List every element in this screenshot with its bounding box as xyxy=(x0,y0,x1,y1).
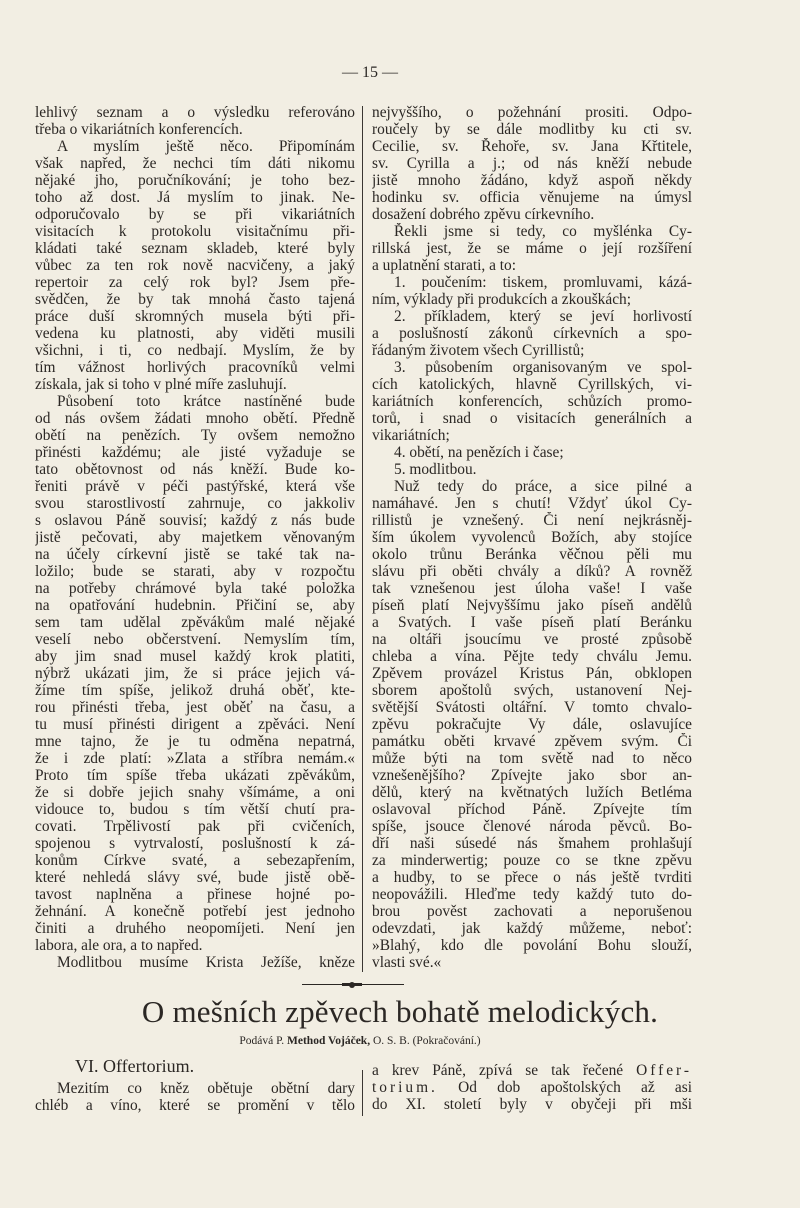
text-line: sv. Cyrilla a j.; od nás kněží nebude xyxy=(372,155,692,172)
text-line: mne tajno, že je tu odměna nepatrná, xyxy=(35,733,355,750)
text-line: tak vznešenou jest úloha vaše! I vaše xyxy=(372,580,692,597)
text-line: na účely církevní jistě se také tak na- xyxy=(35,546,355,563)
text-line: lehlivý seznam a o výsledku referováno xyxy=(35,104,355,121)
text-line: a uplatnění starati, a to: xyxy=(372,257,517,274)
text-line xyxy=(372,1062,692,1079)
byline-prefix: Podává P. xyxy=(239,1035,285,1047)
text-line: torů, i snad o visitacích generálních a xyxy=(372,410,692,427)
spaced-text: torium. xyxy=(372,1079,438,1096)
text-line: řeniti právě v péči pastýřské, která vše xyxy=(35,478,355,495)
text-line: Řekli jsme si tedy, co myšlénka Cy- xyxy=(394,223,692,240)
text-line: na oltáři jsoucímu ve prosté způsobě xyxy=(372,631,692,648)
text-line: tato obětovnost od nás kněží. Bude ko- xyxy=(35,461,355,478)
text-line: které nehledá slávy své, bude jistě obě- xyxy=(35,869,355,886)
text-line: veselí nebo občerstvení. Nemyslím tím, xyxy=(35,631,355,648)
article-byline xyxy=(0,1035,720,1047)
text-line: namáhavé. Jen s chutí! Vždyť úkol Cy- xyxy=(372,495,692,512)
section-heading: VI. Offertorium. xyxy=(75,1056,195,1076)
text-line: odevzdati, jak každý můžeme, neboť: xyxy=(372,920,692,937)
text-line: činiti a druhého neopomíjeti. Není jen xyxy=(35,920,355,937)
text-line: odporučovalo by se při vikariátních xyxy=(35,206,355,223)
text-line: Zpěvem provázel Kristus Pán, obklopen xyxy=(372,665,692,682)
text-line: žehnání. A konečně potřebí jest jednoho xyxy=(35,903,355,920)
text-line: svou starostlivostí zahrnuje, co jakkoliv xyxy=(35,495,355,512)
text-line: jistě mnoho žádáno, když aspoň někdy xyxy=(372,172,692,189)
ornament-rule-left xyxy=(302,984,346,985)
text-line: tím vážnost horlivých pracovníků velmi xyxy=(35,359,355,376)
text-line: Cecilie, sv. Řehoře, sv. Jana Křtitele, xyxy=(372,138,692,155)
text-line: aby jim snad musel každý krok platiti, xyxy=(35,648,355,665)
text-line: rillistů je vznešený. Či není nejkrásněj- xyxy=(372,512,692,529)
text-line: zpěvu pokračujte Vy dále, oslavujíce xyxy=(372,716,692,733)
text-line: všichni, i ti, co nedbají. Myslím, že by xyxy=(35,342,355,359)
text-line: Působení toto krátce nastíněné bude xyxy=(57,393,355,410)
text-line: obětí na penězích. Ty ovšem nemožno xyxy=(35,427,355,444)
text-line: 1. poučením: tiskem, promluvami, kázá- xyxy=(394,274,692,291)
text-line: svědčen, že by tak mnohá často tajená xyxy=(35,291,355,308)
text-line: třeba o vikariátních konferencích. xyxy=(35,121,243,138)
text-line: covati. Trpělivostí pak při cvičeních, xyxy=(35,818,355,835)
text-line: dělů, který na květnatých lužích Betléma xyxy=(372,784,692,801)
page-number: — 15 — xyxy=(342,64,398,81)
text-line: neopovážili. Hleďme tedy každý tuto do- xyxy=(372,886,692,903)
text-line: na opatřování hudebnin. Přičiní se, aby xyxy=(35,597,355,614)
column-divider xyxy=(362,106,363,972)
text-line: že si dobře jejich snahy všímáme, a oni xyxy=(35,784,355,801)
ornament-rule-right xyxy=(358,984,404,985)
text-line: Mezitím co kněz obětuje obětní dary xyxy=(57,1080,355,1097)
right-column xyxy=(372,104,692,971)
text-line: brou pověst zachovati a neporušenou xyxy=(372,903,692,920)
text-line: oslavoval příchod Páně. Zpívejte tím xyxy=(372,801,692,818)
text-line: vznešenějšího? Zpívejte jako sbor an- xyxy=(372,767,692,784)
text-line: světější Svátosti oltářní. V tomto chvalo- xyxy=(372,699,692,716)
text-line: rou přinésti třeba, jest oběť na času, a xyxy=(35,699,355,716)
text-line: okolo trůnu Beránka věčnou pěli mu xyxy=(372,546,692,563)
text-span: Od dob apoštolských až asi xyxy=(458,1079,692,1096)
text-line: dří naši súsedé nás šmahem prohlašují xyxy=(372,835,692,852)
text-line: sborem apoštolů svých, ustanovení Nej- xyxy=(372,682,692,699)
text-line: 3. působením organisovaným ve spol- xyxy=(394,359,692,376)
column-divider xyxy=(362,1070,363,1116)
article-title: O mešních zpěvech bohatě melodických. xyxy=(141,994,659,1029)
text-line: práce duší skromných musela býti při- xyxy=(35,308,355,325)
text-line: a Svatých. I vaše píseň platí Beránku xyxy=(372,614,692,631)
text-line: dosažení dobrého zpěvu církevního. xyxy=(372,206,595,223)
text-line: konům Církve svaté, a sebezapřením, xyxy=(35,852,355,869)
text-line: repertoir za celý rok byl? Jsem pře- xyxy=(35,274,355,291)
byline-author: Method Vojáček, xyxy=(287,1035,371,1047)
text-line: spojenou s vytrvalostí, poslušností k zá- xyxy=(35,835,355,852)
text-line: vikariátních; xyxy=(372,427,450,444)
text-line: A myslím ještě něco. Připomínám xyxy=(57,138,355,155)
text-line: vlasti své.« xyxy=(372,954,442,971)
text-line: nejvyššího, o požehnání prositi. Odpo- xyxy=(372,104,692,121)
text-line: od nás ovšem žádati mnoho obětí. Předně xyxy=(35,410,355,427)
text-line: sem tam udělal zpěvákům malé nějaké xyxy=(35,614,355,631)
text-line: nějaké jho, poručníkování; je toho bez- xyxy=(35,172,355,189)
text-line: přinésti každému; ale jisté vyžaduje se xyxy=(35,444,355,461)
text-line: toho až dost. Já myslím to jinak. Ne- xyxy=(35,189,355,206)
text-line: Modlitbou musíme Krista Ježíše, kněze xyxy=(57,954,355,971)
text-line: 5. modlitbou. xyxy=(394,461,477,478)
text-line: Nuž tedy do práce, a sice pilné a xyxy=(394,478,692,495)
text-line: hodinku sv. officia věnujeme na úmysl xyxy=(372,189,692,206)
text-line: »Blahý, kdo dle povolání Bohu slouží, xyxy=(372,937,692,954)
article-left-column xyxy=(35,1080,355,1114)
text-line: rillská jest, že se máme o její rozšíření xyxy=(372,240,692,257)
text-line: kládati také seznam skladeb, které byly xyxy=(35,240,355,257)
text-line: vůbec za ten rok nově nacvičeny, a jaký xyxy=(35,257,355,274)
text-line: a poslušností zákonů církevních a spo- xyxy=(372,325,692,342)
text-line: však napřed, že nechci tím dáti nikomu xyxy=(35,155,355,172)
text-line: 2. příkladem, který se jeví horlivostí xyxy=(394,308,692,325)
text-line: že i zde platí: »Zlata a stříbra nemám.« xyxy=(35,750,355,767)
left-column xyxy=(35,104,355,971)
text-line: 4. obětí, na penězích i čase; xyxy=(394,444,564,461)
text-line: řádaným životem všech Cyrillistů; xyxy=(372,342,585,359)
text-line: labora, ale ora, a to napřed. xyxy=(35,937,203,954)
text-line: může býti na tom světě nad to něco xyxy=(372,750,692,767)
text-line: ním, výklady při produkcích a zkouškách; xyxy=(372,291,632,308)
text-line: slávu při oběti chvály a díků? A rovněž xyxy=(372,563,692,580)
text-line: chleba a vína. Pějte tedy chválu Jemu. xyxy=(372,648,692,665)
spaced-text: Offer- xyxy=(636,1062,692,1079)
text-line: cích katolických, hlavně Cyrillských, vi- xyxy=(372,376,692,393)
text-line: za minderwertig; pouze co se tkne zpěvu xyxy=(372,852,692,869)
text-line: roučely by se dále modlitby ku cti sv. xyxy=(372,121,692,138)
article-right-column xyxy=(372,1062,692,1113)
text-line: do XI. století byly v obyčeji při mši xyxy=(372,1096,692,1113)
text-line: visitacích k protokolu visitačnímu při- xyxy=(35,223,355,240)
text-line: spíše, jsouce členové národa pěvců. Bo- xyxy=(372,818,692,835)
text-line: vedena ku platnosti, aby viděti musili xyxy=(35,325,355,342)
text-line: nýbrž ukázati jim, že si práce jejich vá- xyxy=(35,665,355,682)
text-line: Proto tím spíše třeba ukázati zpěvákům, xyxy=(35,767,355,784)
ornament-divider xyxy=(302,982,404,988)
byline-suffix: O. S. B. (Pokračování.) xyxy=(372,1035,481,1047)
text-line: chléb a víno, které se promění v tělo xyxy=(35,1097,355,1114)
text-line: žíme tím spíše, jelikož druhá oběť, kte- xyxy=(35,682,355,699)
text-line: ložilo; bude se starati, aby v rozpočtu xyxy=(35,563,355,580)
text-line: tavost naplněna a přinese hojné po- xyxy=(35,886,355,903)
text-line: a hudby, to se přece o nás ještě tvrditi xyxy=(372,869,692,886)
text-line xyxy=(372,1079,692,1096)
text-line: vidouce to, budou s tím větší chutí pra- xyxy=(35,801,355,818)
text-line: památku oběti krvavé zpěvem svým. Či xyxy=(372,733,692,750)
text-line: jistě pečovati, aby majetkem věnovaným xyxy=(35,529,355,546)
text-span: a krev Páně, zpívá se tak řečené xyxy=(372,1062,624,1079)
text-line: tu musí přinésti dirigent a zpěváci. Není xyxy=(35,716,355,733)
text-line: získala, jak si toho v plné míře zasluhují. xyxy=(35,376,287,393)
text-line: ším úkolem vyvolenců Božích, aby stojíce xyxy=(372,529,692,546)
text-line: kariátních konferencích, schůzích promo- xyxy=(372,393,692,410)
text-line: na potřeby chrámové byla také položka xyxy=(35,580,355,597)
text-line: s oslavou Páně souvisí; každý z nás bude xyxy=(35,512,355,529)
text-line: píseň platí Nejvyššímu jako píseň andělů xyxy=(372,597,692,614)
